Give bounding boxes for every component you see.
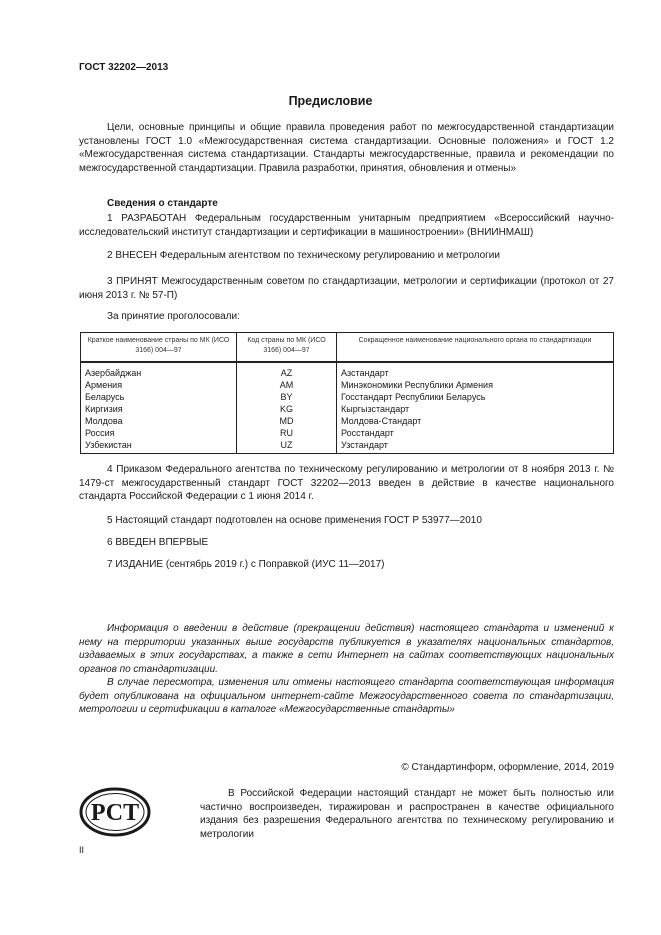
- rst-certification-logo: [79, 787, 151, 837]
- item-5: 5 Настоящий стандарт подготовлен на основе применения ГОСТ Р 53977—2010: [107, 515, 482, 526]
- country-cell: Узбекистан: [81, 439, 237, 454]
- body-cell: Узстандарт: [341, 440, 388, 450]
- column-header-country: Краткое наименование страны по МК (ИСО 3166) 004—97: [81, 333, 237, 363]
- page-number: II: [79, 845, 85, 855]
- table-row: [81, 362, 614, 379]
- code-cell: AZ: [237, 362, 337, 379]
- vote-intro: За принятие проголосовали:: [107, 311, 240, 322]
- item-7: 7 ИЗДАНИЕ (сентябрь 2019 г.) с Поправкой (ИУС 11—2017): [107, 559, 385, 570]
- body-cell: Госстандарт Республики Беларусь: [341, 392, 486, 402]
- table-row: [81, 379, 614, 391]
- logo-text: РСТ: [90, 800, 140, 826]
- column-header-code: Код страны по МК (ИСО 3166) 004—97: [237, 333, 337, 363]
- code-cell: AM: [237, 379, 337, 391]
- copyright-line: © Стандартинформ, оформление, 2014, 2019: [401, 762, 614, 773]
- code-cell: KG: [237, 403, 337, 415]
- item-2: 2 ВНЕСЕН Федеральным агентством по техническому регулированию и метрологии: [107, 250, 500, 261]
- document-header: ГОСТ 32202—2013: [79, 62, 169, 73]
- table-row: [81, 427, 614, 439]
- table-header-row: [81, 333, 614, 363]
- section-heading: Сведения о стандарте: [107, 198, 218, 209]
- info-paragraph-1: Информация о введении в действие (прекращении действия) настоящего стандарта и изменений к нему на территории указанных выше государств публикуется в указателях национальных стандартов, издаваемых в этих государствах, а также в сети Интернет на сайтах соответствующих национальных органов по стандартизации.: [79, 623, 614, 675]
- body-cell: Кыргызстандарт: [341, 404, 410, 414]
- country-cell: Беларусь: [81, 391, 237, 403]
- info-paragraph-2: В случае пересмотра, изменения или отмены настоящего стандарта соответствующая информация будет опубликована на официальном интернет-сайте Межгосударственного совета по стандартизации, метрологии и сертификации в каталоге «Межгосударственные стандарты»: [79, 677, 614, 715]
- table-row: [81, 391, 614, 403]
- voting-table: [80, 332, 614, 454]
- country-cell: Азербайджан: [81, 362, 237, 379]
- country-cell: Россия: [81, 427, 237, 439]
- item-4: 4 Приказом Федерального агентства по техническому регулированию и метрологии от 8 ноября 2013 г. № 1479-ст межгосударственный стандарт ГОСТ 32202—2013 введен в действие в качестве национального стандарта Российской Федерации с 1 июня 2014 г.: [79, 464, 614, 502]
- code-cell: MD: [237, 415, 337, 427]
- item-6: 6 ВВЕДЕН ВПЕРВЫЕ: [107, 537, 209, 548]
- code-cell: RU: [237, 427, 337, 439]
- body-cell: Минэкономики Республики Армения: [341, 380, 493, 390]
- item-1: 1 РАЗРАБОТАН Федеральным государственным унитарным предприятием «Всероссийский научно-исследовательский институт стандартизации и сертификации в машиностроении» (ВНИИНМАШ): [79, 213, 614, 238]
- code-cell: UZ: [237, 439, 337, 454]
- column-header-body: Сокращенное наименование национального органа по стандартизации: [337, 333, 614, 363]
- country-cell: Киргизия: [81, 403, 237, 415]
- body-cell: Азстандарт: [341, 368, 389, 378]
- item-3: 3 ПРИНЯТ Межгосударственным советом по стандартизации, метрологии и сертификации (протокол от 27 июня 2013 г. № 57-П): [79, 276, 614, 301]
- country-cell: Молдова: [81, 415, 237, 427]
- page-title: Предисловие: [288, 94, 373, 108]
- body-cell: Молдова-Стандарт: [341, 416, 422, 426]
- code-cell: BY: [237, 391, 337, 403]
- table-row: [81, 439, 614, 454]
- intro-paragraph: Цели, основные принципы и общие правила проведения работ по межгосударственной стандартизации установлены ГОСТ 1.0 «Межгосударственная система стандартизации. Основные положения» и ГОСТ 1.2 «Межгосударственная система стандартизации. Стандарты межгосударственные, правила и рекомендации по межгосударственной стандартизации. Правила разработки, принятия, обновления и отмены»: [79, 122, 614, 174]
- reproduction-notice: В Российской Федерации настоящий стандарт не может быть полностью или частично воспроизведен, тиражирован и распространен в качестве официального издания без разрешения Федерального агентства по техническому регулированию и метрологии: [200, 788, 614, 840]
- body-cell: Росстандарт: [341, 428, 394, 438]
- table-row: [81, 415, 614, 427]
- country-cell: Армения: [81, 379, 237, 391]
- table-row: [81, 403, 614, 415]
